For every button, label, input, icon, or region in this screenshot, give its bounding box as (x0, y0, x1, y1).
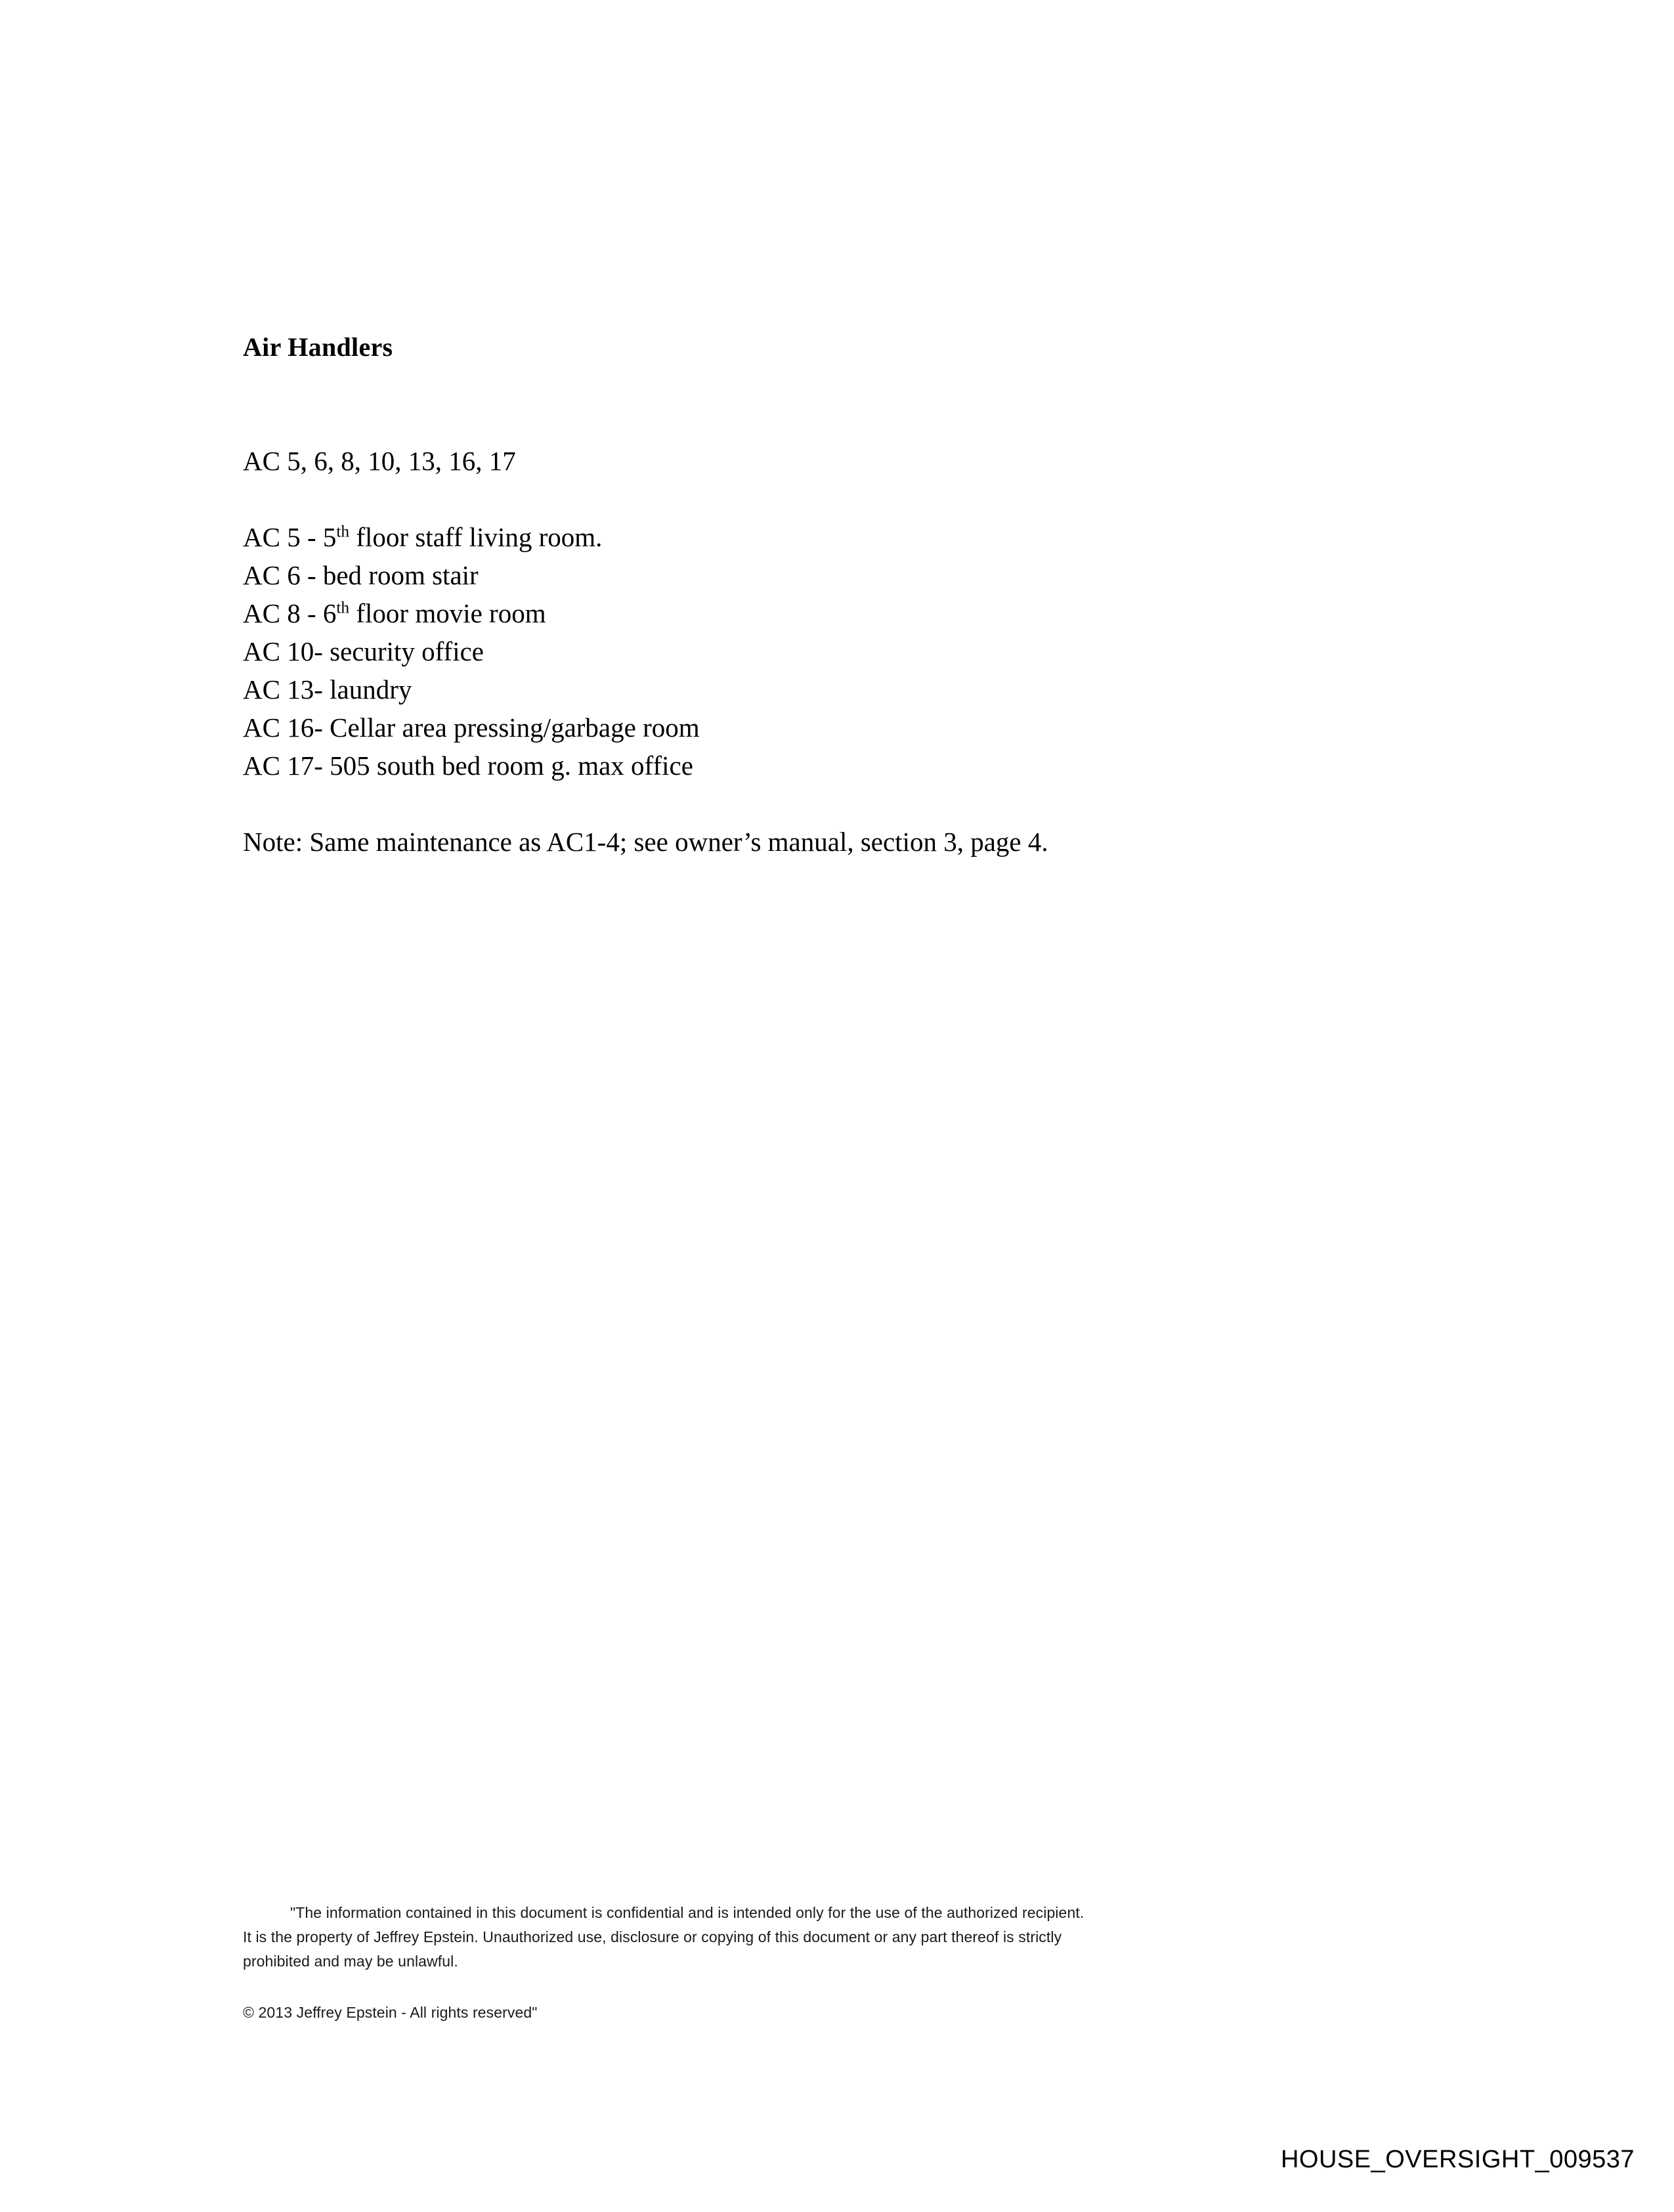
list-item-prefix: AC 8 - 6 (243, 598, 337, 628)
title-spacer (243, 363, 1398, 442)
list-item-prefix: AC 13- laundry (243, 674, 412, 705)
bates-stamp: HOUSE_OVERSIGHT_009537 (1280, 2146, 1635, 2173)
confidentiality-footer (243, 1901, 1418, 2024)
document-body (243, 332, 1398, 861)
list-item (243, 670, 1398, 708)
note-spacer (243, 785, 1398, 823)
list-item (243, 556, 1398, 594)
unit-list-line: AC 5, 6, 8, 10, 13, 16, 17 (243, 446, 516, 476)
list-item-prefix: AC 6 - bed room stair (243, 560, 479, 590)
list-item (243, 518, 1398, 556)
list-item (243, 594, 1398, 632)
confidentiality-line-1: "The information contained in this document is confidential and is intended only for the use of the authorized recipient. (290, 1904, 1084, 1921)
copyright-line: © 2013 Jeffrey Epstein - All rights reserved" (243, 2004, 538, 2021)
list-item-ordinal: th (336, 522, 350, 541)
list-spacer (243, 480, 1398, 518)
list-item (243, 747, 1398, 785)
list-item-suffix: floor staff living room. (349, 522, 603, 552)
confidentiality-line-3: prohibited and may be unlawful. (243, 1953, 458, 1970)
list-item-prefix: AC 10- security office (243, 636, 484, 666)
confidentiality-line-2: It is the property of Jeffrey Epstein. Unauthorized use, disclosure or copying of this document or any part thereof is strictly (243, 1928, 1062, 1945)
list-item-prefix: AC 5 - 5 (243, 522, 337, 552)
list-item (243, 632, 1398, 670)
list-item-ordinal: th (336, 598, 350, 617)
list-item-prefix: AC 16- Cellar area pressing/garbage room (243, 712, 700, 743)
maintenance-note: Note: Same maintenance as AC1-4; see owner’s manual, section 3, page 4. (243, 827, 1048, 857)
list-item-prefix: AC 17- 505 south bed room g. max office (243, 750, 693, 781)
list-item-suffix: floor movie room (349, 598, 546, 628)
page-title: Air Handlers (243, 332, 393, 362)
list-item (243, 708, 1398, 747)
air-handler-list (243, 518, 1398, 785)
